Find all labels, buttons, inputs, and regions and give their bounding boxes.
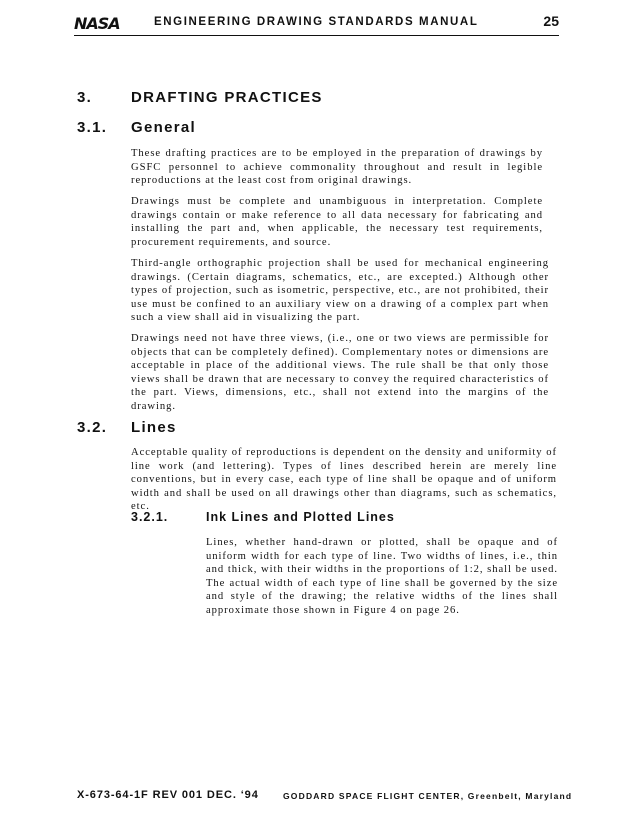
header-rule: [74, 35, 559, 36]
section-3-number: 3.: [77, 89, 93, 106]
page-header: [74, 13, 559, 35]
paragraph: Lines, whether hand-drawn or plotted, shall be opaque and of uniform width for each type of line. Two widths of lines, i.e., thin and thick, with their widths in the proportions of 1:2, shall be used. The actual width of each type of line shall be governed by the size and style of the drawing; the relative widths of the lines shall approximate those shown in Figure 4 on page 26.: [206, 537, 558, 616]
page-number: 25: [543, 13, 559, 29]
section-3-2-number: 3.2.: [77, 419, 108, 436]
section-3-1-number: 3.1.: [77, 119, 108, 136]
paragraph: These drafting practices are to be employed in the preparation of drawings by GSFC personnel to achieve commonality throughout and result in legible reproductions at the least cost from original drawings.: [131, 148, 543, 187]
section-3-1-title: General: [131, 119, 196, 136]
document-id: X-673-64-1F REV 001 DEC. ‘94: [77, 789, 259, 801]
section-3-2-1-number: 3.2.1.: [131, 510, 169, 524]
paragraph: Drawings need not have three views, (i.e., one or two views are permissible for objects that can be completely defined). Complementary notes or dimensions are acceptable in place of the additional views. The rule shall be that only those views shall be drawn that are necessary to convey the required characteristics of the part. Views, dimensions, etc., shall not extend into the margins of the drawing.: [131, 333, 549, 412]
section-3-2-1-title: Ink Lines and Plotted Lines: [206, 510, 395, 524]
section-3-title: DRAFTING PRACTICES: [131, 89, 323, 106]
paragraph: Acceptable quality of reproductions is dependent on the density and uniformity of line work (and lettering). Types of lines described herein are merely line conventions, but in every case, each type of line shall be opaque and of uniform width and shall be used on all drawings other than diagrams, such as schematics, etc.: [131, 447, 557, 513]
paragraph: Drawings must be complete and unambiguous in interpretation. Complete drawings contain or make reference to all data necessary for fabricating and installing the part and, when applicable, the necessary test requirements, procurement requirements, and source.: [131, 196, 543, 248]
organization-name: GODDARD SPACE FLIGHT CENTER, Greenbelt, Maryland: [283, 791, 573, 801]
manual-title: ENGINEERING DRAWING STANDARDS MANUAL: [154, 16, 479, 28]
paragraph: Third-angle orthographic projection shall be used for mechanical engineering drawings. (Certain diagrams, schematics, etc., are excepted.) Although other types of projection, such as isometric, perspective, etc., are not prohibited, their use must be confined to an auxiliary view on a drawing of a complex part when such a view shall aid in visualizing the part.: [131, 258, 549, 324]
section-3-2-title: Lines: [131, 419, 177, 436]
nasa-logo: NASA: [74, 14, 120, 33]
